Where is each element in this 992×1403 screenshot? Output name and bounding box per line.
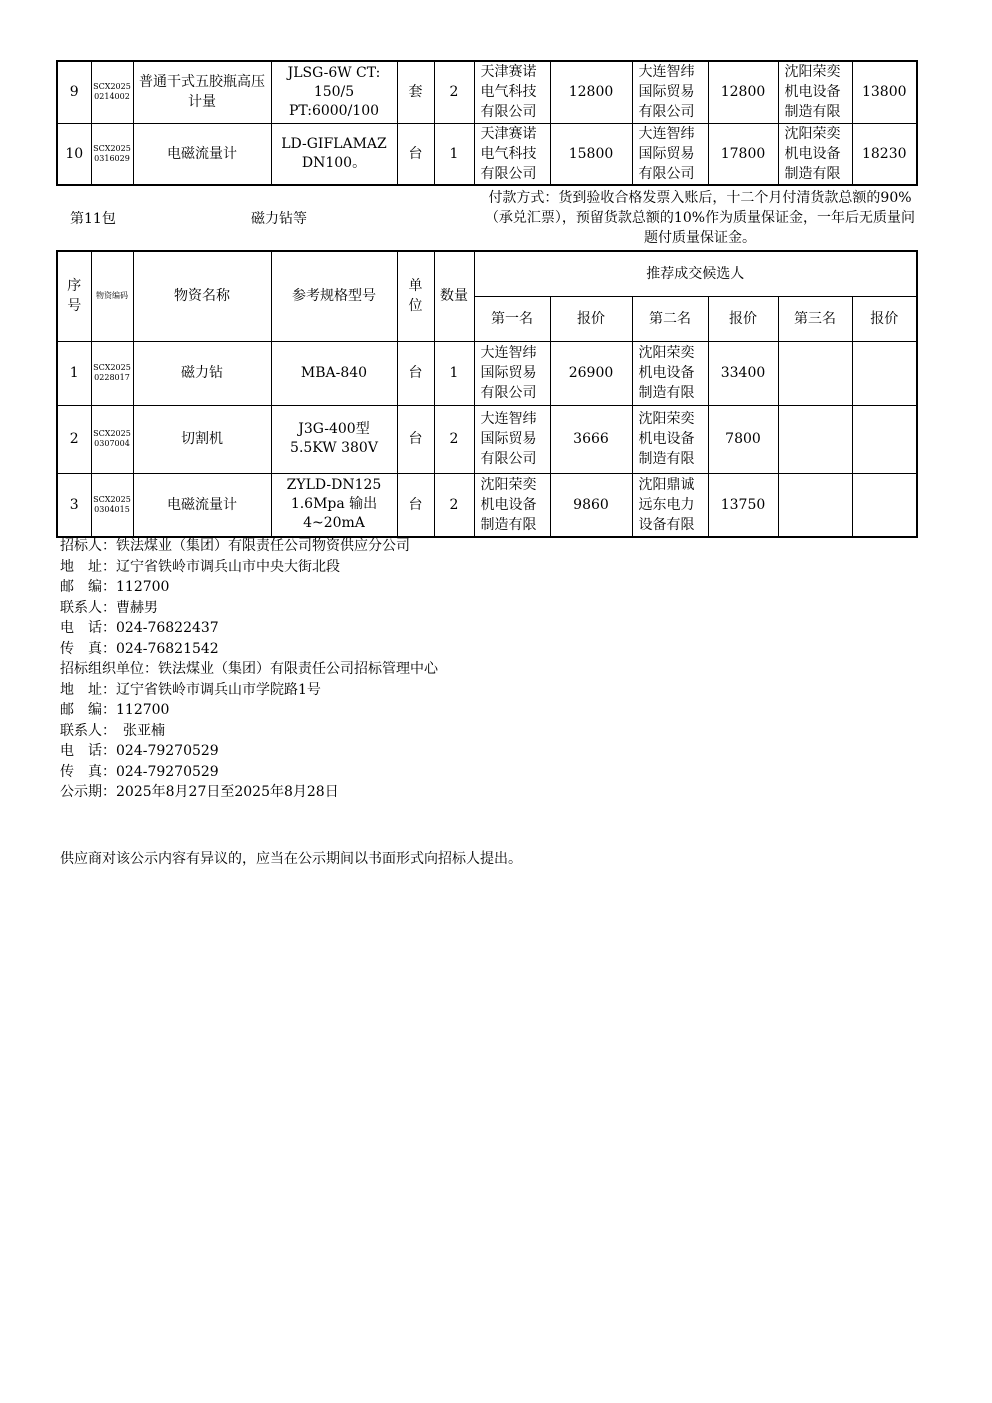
row-no: 1 [57, 341, 91, 405]
agency-contact: 联系人： 张亚楠 [60, 722, 165, 739]
third-price [852, 405, 917, 473]
material-name: 普通干式五胶瓶高压计量 [133, 61, 271, 123]
row-no: 3 [57, 473, 91, 537]
publicity-period: 公示期：2025年8月27日至2025年8月28日 [60, 784, 339, 800]
objection-notice: 供应商对该公示内容有异议的，应当在公示期间以书面形式向招标人提出。 [60, 851, 522, 867]
material-name: 磁力钻 [133, 341, 271, 405]
quantity: 2 [434, 473, 474, 537]
package-title: 磁力钻等 [251, 211, 307, 227]
first-candidate: 天津赛诺电气科技有限公司 [474, 123, 550, 185]
unit: 套 [397, 61, 434, 123]
tenderer: 招标人：铁法煤业（集团）有限责任公司物资供应分公司 [60, 538, 410, 554]
second-price: 12800 [708, 61, 778, 123]
agency-fax: 传 真：024-79270529 [60, 763, 219, 780]
tenderer-postcode: 邮 编：112700 [60, 579, 170, 595]
agency-phone: 电 话：024-79270529 [60, 743, 219, 759]
quantity: 2 [434, 405, 474, 473]
quantity: 1 [434, 123, 474, 185]
header-spec: 参考规格型号 [271, 251, 397, 341]
material-code: SCX20250214002 [91, 61, 133, 123]
unit: 台 [397, 473, 434, 537]
third-candidate [778, 341, 852, 405]
third-price [852, 473, 917, 537]
first-candidate: 大连智纬国际贸易有限公司 [474, 405, 550, 473]
package-label: 第11包 [70, 211, 116, 227]
package-10-table [56, 60, 918, 186]
material-spec: ZYLD-DN125 1.6Mpa 输出4~20mA [271, 473, 397, 537]
second-price: 33400 [708, 341, 778, 405]
header-price1: 报价 [550, 296, 632, 341]
agency: 招标组织单位：铁法煤业（集团）有限责任公司招标管理中心 [60, 661, 438, 677]
row-no: 10 [57, 123, 91, 185]
row-no: 2 [57, 405, 91, 473]
first-price: 12800 [550, 61, 632, 123]
header-no: 序号 [57, 251, 91, 341]
second-price: 13750 [708, 473, 778, 537]
first-price: 15800 [550, 123, 632, 185]
second-candidate: 沈阳荣奕机电设备制造有限 [632, 341, 708, 405]
second-candidate: 沈阳鼎诚远东电力设备有限 [632, 473, 708, 537]
header-second: 第二名 [632, 296, 708, 341]
third-price: 18230 [852, 123, 917, 185]
header-price2: 报价 [708, 296, 778, 341]
material-code: SCX20250307004 [91, 405, 133, 473]
contact-info [60, 536, 480, 803]
table-row [57, 341, 917, 405]
tenderer-contact: 联系人：曹赫男 [60, 599, 158, 616]
material-name: 电磁流量计 [133, 473, 271, 537]
tenderer-address: 地 址：辽宁省铁岭市调兵山市中央大街北段 [60, 558, 340, 575]
material-spec: JLSG-6W CT: 150/5 PT:6000/100 [271, 61, 397, 123]
header-third: 第三名 [778, 296, 852, 341]
third-candidate [778, 405, 852, 473]
header-row [57, 251, 917, 296]
first-price: 26900 [550, 341, 632, 405]
second-candidate: 大连智纬国际贸易有限公司 [632, 123, 708, 185]
tenderer-phone: 电 话：024-76822437 [60, 620, 219, 636]
quantity: 1 [434, 341, 474, 405]
header-candidates: 推荐成交候选人 [474, 251, 917, 296]
agency-address: 地 址：辽宁省铁岭市调兵山市学院路1号 [60, 681, 321, 698]
table-row [57, 473, 917, 537]
unit: 台 [397, 341, 434, 405]
material-code: SCX20250304015 [91, 473, 133, 537]
quantity: 2 [434, 61, 474, 123]
material-spec: MBA-840 [271, 341, 397, 405]
header-price3: 报价 [852, 296, 917, 341]
first-candidate: 大连智纬国际贸易有限公司 [474, 341, 550, 405]
material-code: SCX20250228017 [91, 341, 133, 405]
second-price: 17800 [708, 123, 778, 185]
third-price: 13800 [852, 61, 917, 123]
material-name: 电磁流量计 [133, 123, 271, 185]
first-candidate: 沈阳荣奕机电设备制造有限 [474, 473, 550, 537]
agency-postcode: 邮 编：112700 [60, 702, 170, 718]
first-price: 9860 [550, 473, 632, 537]
header-first: 第一名 [474, 296, 550, 341]
unit: 台 [397, 405, 434, 473]
table-row [57, 123, 917, 185]
third-price [852, 341, 917, 405]
header-name: 物资名称 [133, 251, 271, 341]
second-candidate: 沈阳荣奕机电设备制造有限 [632, 405, 708, 473]
payment-terms: 付款方式：货到验收合格发票入账后，十二个月付清货款总额的90%（承兑汇票），预留货款总额的10%作为质量保证金，一年后无质量问题付质量保证金。 [484, 190, 916, 246]
material-name: 切割机 [133, 405, 271, 473]
material-code: SCX20250316029 [91, 123, 133, 185]
first-candidate: 天津赛诺电气科技有限公司 [474, 61, 550, 123]
first-price: 3666 [550, 405, 632, 473]
header-unit: 单位 [397, 251, 434, 341]
material-spec: J3G-400型 5.5KW 380V [271, 405, 397, 473]
third-candidate: 沈阳荣奕机电设备制造有限 [778, 61, 852, 123]
third-candidate [778, 473, 852, 537]
third-candidate: 沈阳荣奕机电设备制造有限 [778, 123, 852, 185]
second-price: 7800 [708, 405, 778, 473]
second-candidate: 大连智纬国际贸易有限公司 [632, 61, 708, 123]
table-row [57, 61, 917, 123]
package-11-table [56, 250, 918, 538]
row-no: 9 [57, 61, 91, 123]
unit: 台 [397, 123, 434, 185]
header-code: 物资编码 [91, 251, 133, 341]
table-row [57, 405, 917, 473]
material-spec: LD-GIFLAMAZ DN100。 [271, 123, 397, 185]
header-qty: 数量 [434, 251, 474, 341]
tenderer-fax: 传 真：024-76821542 [60, 640, 219, 657]
